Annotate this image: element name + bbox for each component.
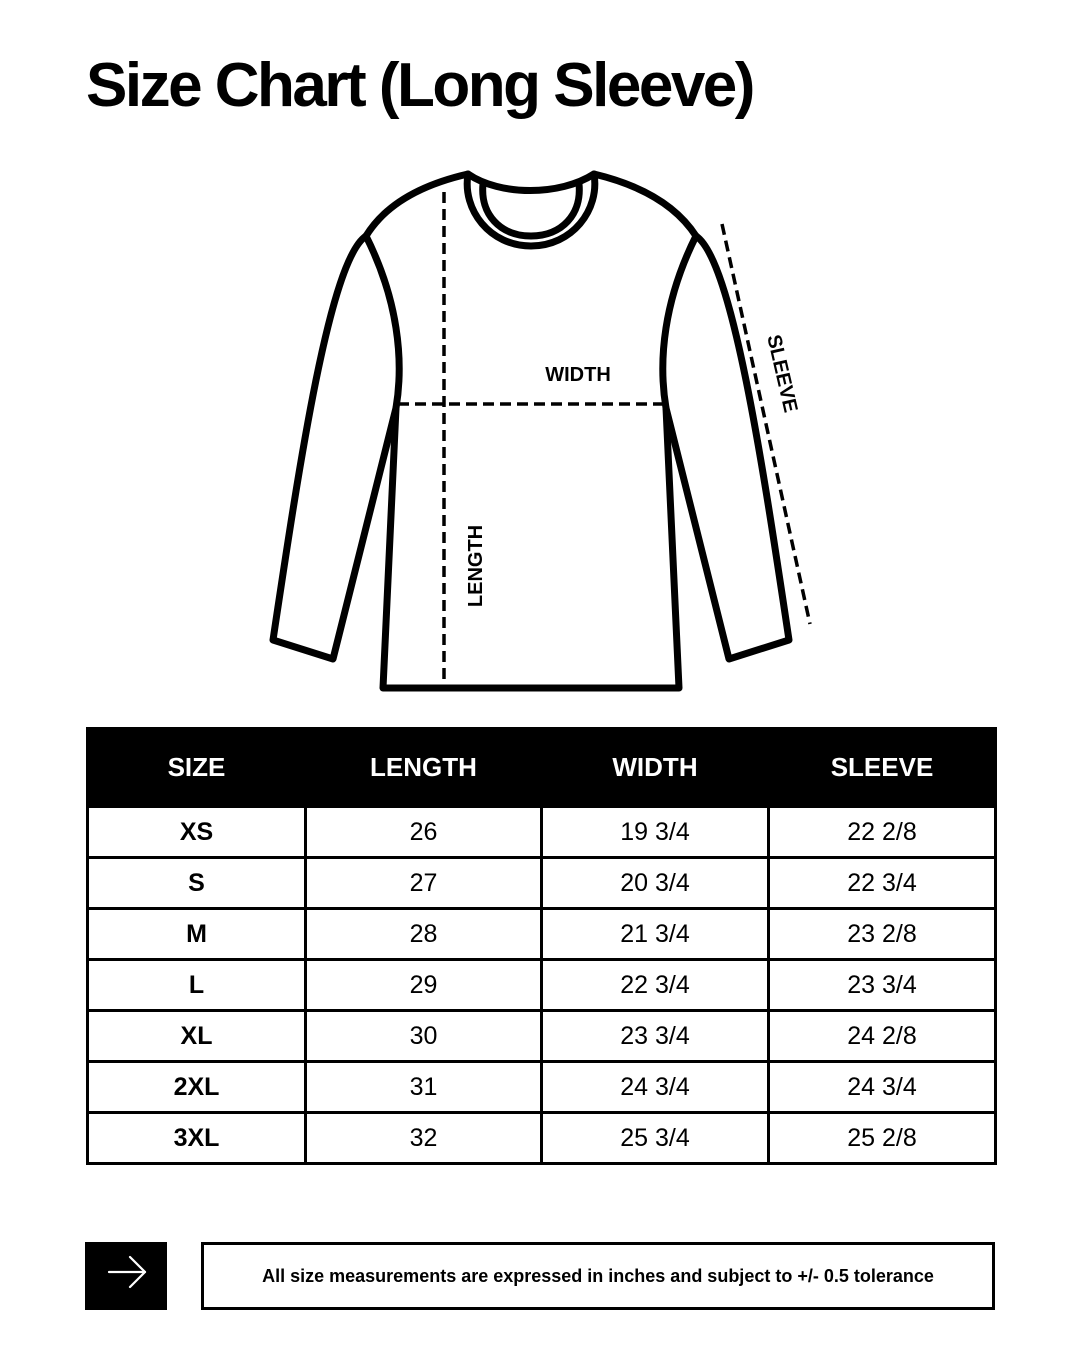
table-row — [88, 1011, 996, 1062]
table-row — [88, 909, 996, 960]
header-sleeve: SLEEVE — [769, 729, 996, 807]
sleeve-cell: 23 3/4 — [769, 960, 996, 1011]
table-row — [88, 807, 996, 858]
header-size: SIZE — [88, 729, 306, 807]
size-cell: XL — [88, 1011, 306, 1062]
table-row — [88, 960, 996, 1011]
width-cell: 23 3/4 — [542, 1011, 769, 1062]
sleeve-label: SLEEVE — [762, 332, 802, 415]
sleeve-cell: 22 3/4 — [769, 858, 996, 909]
size-cell: M — [88, 909, 306, 960]
length-cell: 31 — [306, 1062, 542, 1113]
width-cell: 25 3/4 — [542, 1113, 769, 1164]
length-cell: 26 — [306, 807, 542, 858]
length-cell: 30 — [306, 1011, 542, 1062]
sleeve-cell: 25 2/8 — [769, 1113, 996, 1164]
size-table — [86, 727, 997, 1165]
width-cell: 22 3/4 — [542, 960, 769, 1011]
length-cell: 27 — [306, 858, 542, 909]
header-length: LENGTH — [306, 729, 542, 807]
length-cell: 32 — [306, 1113, 542, 1164]
size-cell: 3XL — [88, 1113, 306, 1164]
sleeve-cell: 23 2/8 — [769, 909, 996, 960]
width-cell: 24 3/4 — [542, 1062, 769, 1113]
tolerance-note-text: All size measurements are expressed in inches and subject to +/- 0.5 tolerance — [262, 1265, 934, 1286]
sleeve-measure-line — [722, 224, 810, 624]
width-label: WIDTH — [545, 364, 611, 386]
size-cell: 2XL — [88, 1062, 306, 1113]
page-title: Size Chart (Long Sleeve) — [86, 51, 753, 120]
size-cell: S — [88, 858, 306, 909]
width-cell: 20 3/4 — [542, 858, 769, 909]
sleeve-cell: 22 2/8 — [769, 807, 996, 858]
sleeve-cell: 24 2/8 — [769, 1011, 996, 1062]
length-label: LENGTH — [465, 524, 487, 608]
table-header-row — [88, 729, 996, 807]
sleeve-cell: 24 3/4 — [769, 1062, 996, 1113]
size-cell: XS — [88, 807, 306, 858]
table-row — [88, 1062, 996, 1113]
width-cell: 21 3/4 — [542, 909, 769, 960]
table-row — [88, 1113, 996, 1164]
header-width: WIDTH — [542, 729, 769, 807]
arrow-right-icon — [85, 1242, 167, 1310]
length-cell: 28 — [306, 909, 542, 960]
length-cell: 29 — [306, 960, 542, 1011]
width-cell: 19 3/4 — [542, 807, 769, 858]
size-cell: L — [88, 960, 306, 1011]
tolerance-note — [201, 1242, 995, 1310]
table-row — [88, 858, 996, 909]
